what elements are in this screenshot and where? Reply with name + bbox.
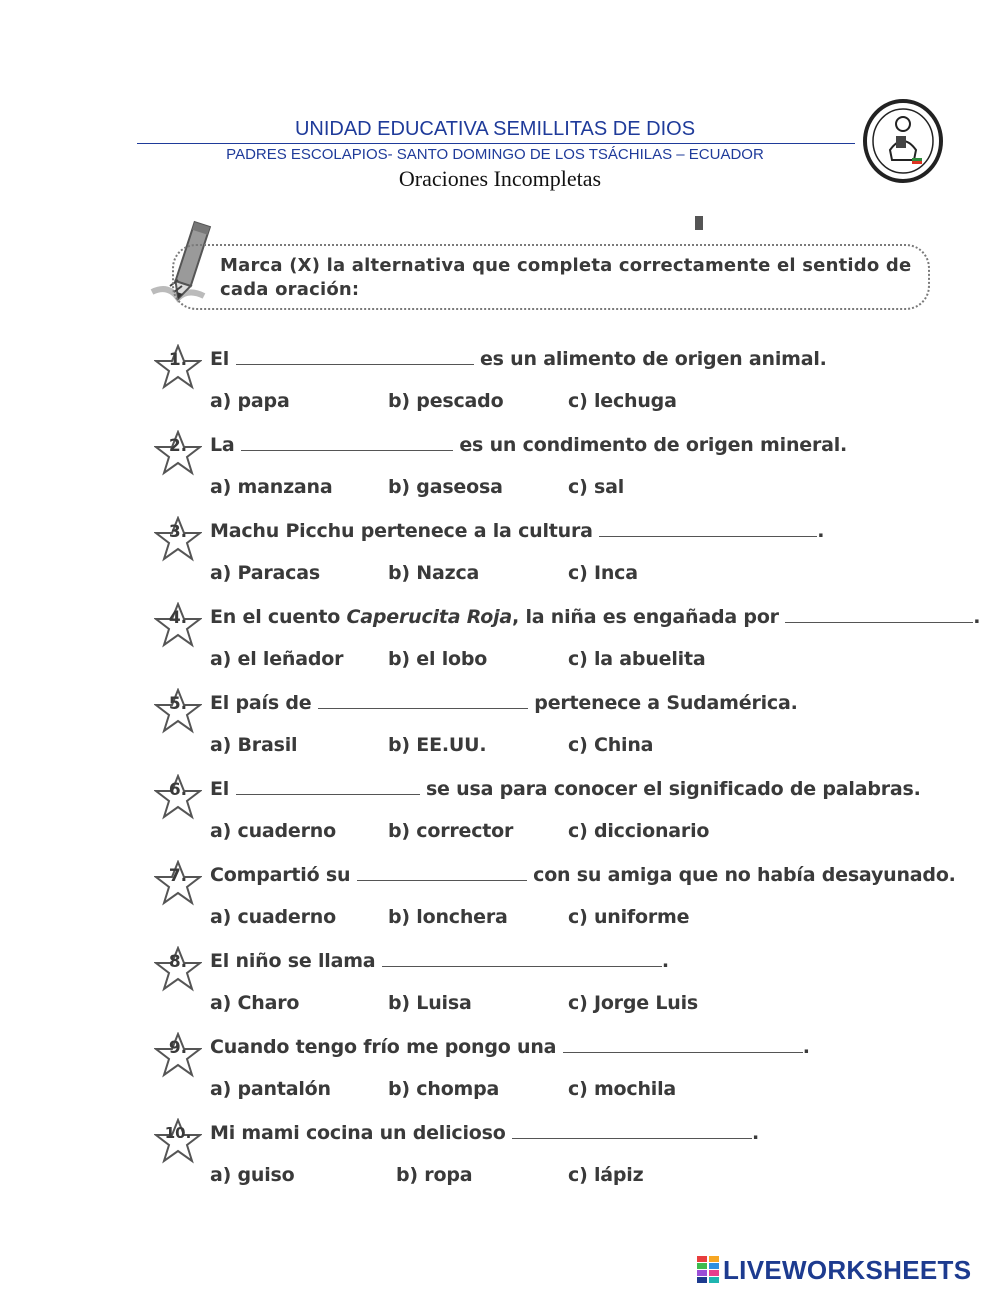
answer-blank[interactable] [599, 520, 817, 537]
option-a[interactable]: a) Brasil [210, 734, 298, 756]
answer-blank[interactable] [236, 348, 474, 365]
option-a[interactable]: a) manzana [210, 476, 333, 498]
answer-blank[interactable] [785, 606, 973, 623]
sentence-end: . [802, 1036, 810, 1058]
question-number: 10. [164, 1124, 192, 1142]
option-b[interactable]: b) Luisa [388, 992, 472, 1014]
question-sentence [210, 434, 847, 456]
question-number: 3. [168, 522, 188, 542]
scan-mark [695, 216, 703, 230]
question-sentence [210, 778, 921, 800]
question-4 [150, 606, 981, 700]
option-a[interactable]: a) pantalón [210, 1078, 331, 1100]
sentence-start: La [210, 434, 235, 456]
question-number: 9. [168, 1038, 188, 1058]
answer-blank[interactable] [318, 692, 528, 709]
question-sentence [210, 520, 824, 542]
option-b[interactable]: b) Nazca [388, 562, 480, 584]
sentence-end: . [817, 520, 825, 542]
worksheet-title: Oraciones Incompletas [398, 166, 602, 191]
option-c[interactable]: c) diccionario [568, 820, 710, 842]
option-b[interactable]: b) EE.UU. [388, 734, 487, 756]
sentence-start: El país de [210, 692, 312, 714]
option-a[interactable]: a) Paracas [210, 562, 320, 584]
question-number: 1. [168, 350, 188, 370]
question-number: 7. [168, 866, 188, 886]
question-number: 8. [168, 952, 188, 972]
question-sentence [210, 692, 798, 714]
sentence-start: Cuando tengo frío me pongo una [210, 1036, 557, 1058]
option-a[interactable]: a) cuaderno [210, 906, 336, 928]
liveworksheets-logo-icon [697, 1256, 719, 1284]
option-c[interactable]: c) Inca [568, 562, 638, 584]
sentence-start: El [210, 348, 230, 370]
question-8 [150, 950, 950, 1044]
option-c[interactable]: c) lechuga [568, 390, 677, 412]
option-c[interactable]: c) sal [568, 476, 625, 498]
option-c[interactable]: c) mochila [568, 1078, 677, 1100]
sentence-end: con su amiga que no había desayunado. [533, 864, 956, 886]
sentence-middle: , la niña es engañada por [512, 606, 779, 628]
brand-name: LIVEWORKSHEETS [723, 1254, 972, 1285]
sentence-end: es un alimento de origen animal. [479, 348, 827, 370]
question-10 [150, 1122, 950, 1216]
header-divider [137, 143, 855, 144]
sentence-end: . [752, 1122, 760, 1144]
option-b[interactable]: b) lonchera [388, 906, 508, 928]
question-7 [150, 864, 956, 958]
option-b[interactable]: b) ropa [396, 1164, 473, 1186]
question-3 [150, 520, 950, 614]
question-2 [150, 434, 950, 528]
question-sentence [210, 606, 980, 628]
option-c[interactable]: c) Jorge Luis [568, 992, 699, 1014]
option-c[interactable]: c) lápiz [568, 1164, 644, 1186]
question-number: 4. [168, 608, 188, 628]
answer-blank[interactable] [563, 1036, 803, 1053]
option-b[interactable]: b) pescado [388, 390, 504, 412]
answer-blank[interactable] [382, 950, 662, 967]
option-a[interactable]: a) el leñador [210, 648, 344, 670]
option-c[interactable]: c) la abuelita [568, 648, 706, 670]
answer-blank[interactable] [241, 434, 453, 451]
question-sentence [210, 348, 827, 370]
liveworksheets-brand[interactable] [697, 1255, 971, 1285]
question-sentence [210, 1122, 759, 1144]
sentence-start: El [210, 778, 230, 800]
question-9 [150, 1036, 950, 1130]
question-sentence [210, 1036, 810, 1058]
option-c[interactable]: c) China [568, 734, 654, 756]
option-a[interactable]: a) guiso [210, 1164, 295, 1186]
school-seal-logo [862, 98, 944, 184]
sentence-start: El niño se llama [210, 950, 376, 972]
sentence-end: . [973, 606, 981, 628]
sentence-start: En el cuento [210, 606, 341, 628]
option-b[interactable]: b) gaseosa [388, 476, 503, 498]
question-sentence [210, 950, 669, 972]
option-b[interactable]: b) corrector [388, 820, 514, 842]
answer-blank[interactable] [236, 778, 420, 795]
question-number: 5. [168, 694, 188, 714]
question-number: 6. [168, 780, 188, 800]
question-sentence [210, 864, 956, 886]
option-a[interactable]: a) papa [210, 390, 290, 412]
option-b[interactable]: b) chompa [388, 1078, 500, 1100]
sentence-end: . [661, 950, 669, 972]
question-number: 2. [168, 436, 188, 456]
instruction-text: Marca (X) la alternativa que completa correctamente el sentido de cada oración: [220, 255, 912, 300]
sentence-start: Mi mami cocina un delicioso [210, 1122, 506, 1144]
option-c[interactable]: c) uniforme [568, 906, 690, 928]
question-6 [150, 778, 950, 872]
answer-blank[interactable] [512, 1122, 752, 1139]
question-1 [150, 348, 950, 442]
option-a[interactable]: a) cuaderno [210, 820, 336, 842]
school-name: UNIDAD EDUCATIVA SEMILLITAS DE DIOS [294, 118, 696, 140]
story-title: Caperucita Roja [346, 606, 513, 628]
school-subtitle: PADRES ESCOLAPIOS- SANTO DOMINGO DE LOS TSÁCHILAS – ECUADOR [226, 146, 764, 163]
sentence-start: Compartió su [210, 864, 351, 886]
sentence-end: es un condimento de origen mineral. [459, 434, 848, 456]
sentence-start: Machu Picchu pertenece a la cultura [210, 520, 593, 542]
answer-blank[interactable] [357, 864, 527, 881]
question-5 [150, 692, 950, 786]
sentence-end: se usa para conocer el significado de palabras. [425, 778, 921, 800]
sentence-end: pertenece a Sudamérica. [534, 692, 798, 714]
option-b[interactable]: b) el lobo [388, 648, 488, 670]
option-a[interactable]: a) Charo [210, 992, 300, 1014]
